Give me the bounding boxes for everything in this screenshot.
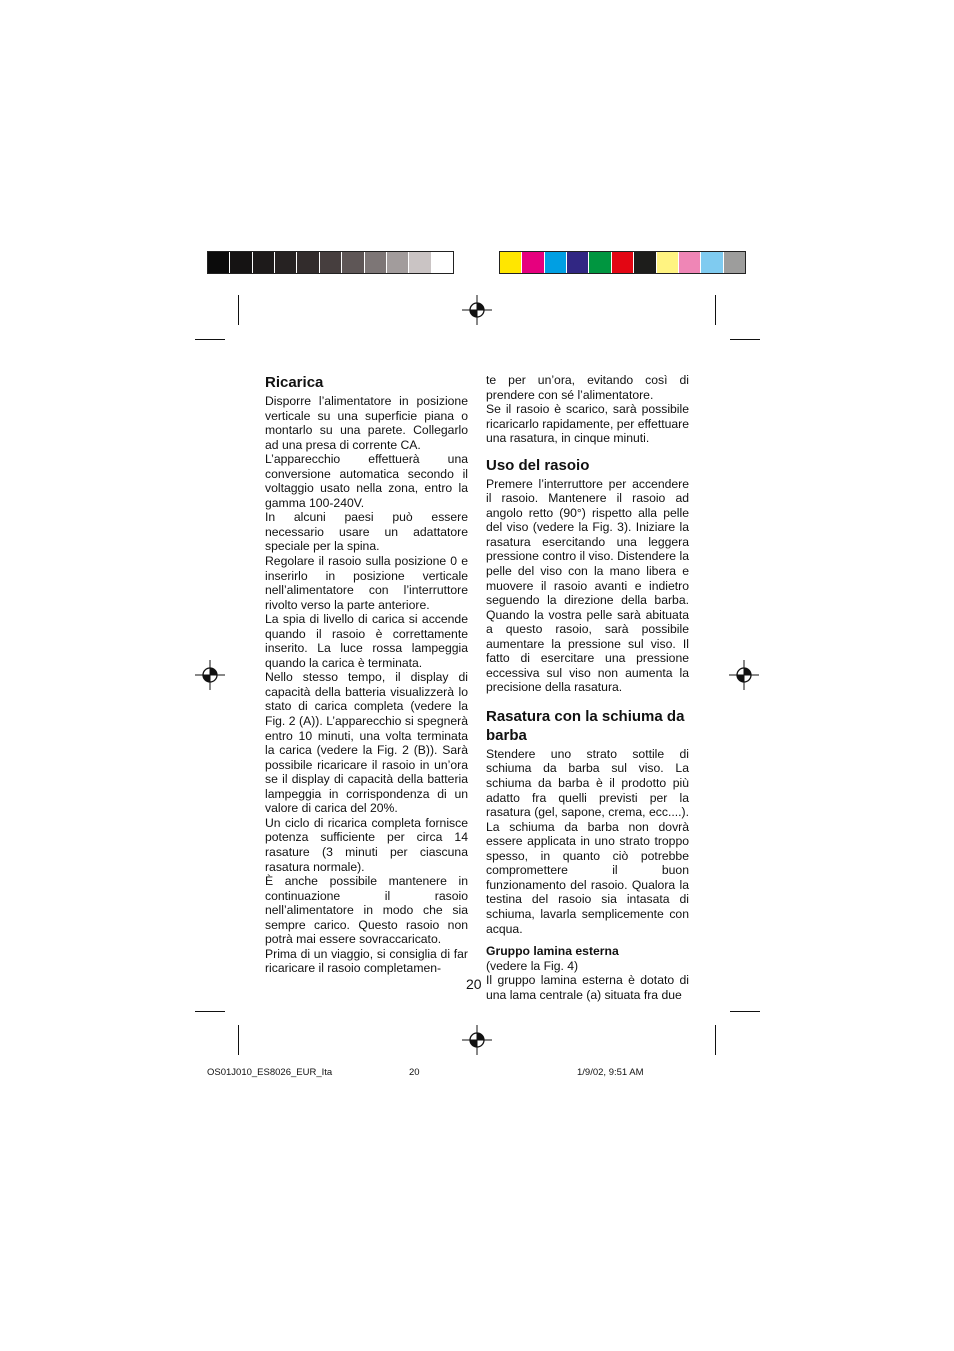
color-swatch — [589, 252, 611, 273]
paragraph: È anche possibile mantenere in continuazione il rasoio nell’alimentatore in modo che sia sempre carico. Questo rasoio non potrà mai essere sovraccaricato. — [265, 874, 468, 947]
paragraph: te per un’ora, evitando così di prendere con sé l’alimentatore. — [486, 373, 689, 402]
subsection-heading-gruppo-lamina: Gruppo lamina esterna — [486, 944, 619, 959]
paragraph: Un ciclo di ricarica completa fornisce potenza sufficiente per circa 14 rasature (3 minuti per ciascuna rasatura normale). — [265, 815, 468, 874]
crop-mark — [715, 295, 716, 325]
paragraph: Nello stesso tempo, il display di capacità della batteria visualizzerà lo stato di carica completa (vedere la Fig. 2 (A)). L’apparecchio si spegnerà entro 10 minuti, una volta terminata la carica (vedere la Fig. 2 (B)). Sarà possibile ricaricare il rasoio in un’ora se il display di capacità della batteria lampeggia in corrispondenza di un valore di carica del 20%. — [265, 670, 468, 816]
color-swatch — [253, 252, 275, 273]
slug-filename: OS01J010_ES8026_EUR_Ita — [207, 1067, 333, 1078]
section-heading-uso-del-rasoio: Uso del rasoio — [486, 456, 590, 474]
paragraph: Il gruppo lamina esterna è dotato di una lama centrale (a) situata fra due — [486, 973, 689, 1002]
color-swatch — [297, 252, 319, 273]
crop-mark — [238, 1025, 239, 1055]
registration-target-icon — [462, 1025, 492, 1055]
paragraph: Stendere uno strato sottile di schiuma da barba sul viso. La schiuma da barba è il prodotto più adatto fra quelli previsti per la rasatura (gel, sapone, crema, ecc....). La schiuma da barba non dovrà essere applicata in uno strato troppo spesso, in quanto ciò potrebbe compromettere il buon funzionamento del rasoio. Qualora la testina del rasoio sia intasata di schiuma, lavarla semplicemente con acqua. — [486, 746, 689, 936]
crop-mark — [195, 1011, 225, 1012]
paragraph: L’apparecchio effettuerà una conversione automatica secondo il voltaggio usato nella zona, entro la gamma 100-240V. — [265, 452, 468, 510]
paragraph: Regolare il rasoio sulla posizione 0 e inserirlo in posizione verticale nell’alimentatore con l’interruttore rivolto verso la parte anteriore. — [265, 554, 468, 612]
color-swatch — [657, 252, 679, 273]
color-calibration-bar — [499, 251, 746, 274]
paragraph: Se il rasoio è scarico, sarà possibile ricaricarlo rapidamente, per effettuare una rasatura, in cinque minuti. — [486, 402, 690, 446]
color-swatch — [230, 252, 252, 273]
color-swatch — [409, 252, 431, 273]
registration-target-icon — [195, 660, 225, 690]
color-swatch — [208, 252, 230, 273]
color-swatch — [320, 252, 342, 273]
right-column — [486, 373, 689, 1002]
paragraph: La spia di livello di carica si accende quando il rasoio è correttamente inserito. La luce rossa lampeggia quando la carica è terminata. — [265, 612, 468, 670]
paragraph: Disporre l’alimentatore in posizione verticale su una superficie piana o montarlo su una parete. Collegarlo ad una presa di corrente CA. — [265, 394, 468, 452]
color-swatch — [567, 252, 589, 273]
crop-mark — [715, 1025, 716, 1055]
paragraph: In alcuni paesi può essere necessario usare un adattatore speciale per la spina. — [265, 510, 468, 554]
page-number: 20 — [466, 976, 482, 992]
color-swatch — [522, 252, 544, 273]
crop-mark — [730, 1011, 760, 1012]
section-heading-ricarica: Ricarica — [265, 374, 324, 391]
color-swatch — [679, 252, 701, 273]
figure-reference: (vedere la Fig. 4) — [486, 958, 579, 973]
color-swatch — [387, 252, 409, 273]
color-swatch — [500, 252, 522, 273]
left-column — [265, 373, 468, 976]
color-swatch — [365, 252, 387, 273]
slug-page: 20 — [409, 1067, 420, 1078]
gray-calibration-bar — [207, 251, 454, 274]
crop-mark — [238, 295, 239, 325]
color-swatch — [342, 252, 364, 273]
color-swatch — [432, 252, 453, 273]
color-swatch — [545, 252, 567, 273]
paragraph: Premere l’interruttore per accendere il rasoio. Mantenere il rasoio ad angolo retto (90°) rispetto alla pelle del viso (vedere la Fig. 3). Iniziare la rasatura esercitando una leggera pressione contro il viso. Distendere la pelle del viso con la mano libera e muovere il rasoio avanti e indietro seguendo la direzione della barba. Quando la vostra pelle sarà abituata a questo rasoio, sarà possibile aumentare la pressione sul viso. Il fatto di esercitare una pressione eccessiva sul viso non aumenta la precisione della rasatura. — [486, 476, 689, 695]
crop-mark — [730, 339, 760, 340]
section-heading-rasatura-schiuma: Rasatura con la schiuma da barba — [486, 707, 685, 744]
paragraph: Prima di un viaggio, si consiglia di far ricaricare il rasoio completamen- — [265, 946, 468, 976]
color-swatch — [701, 252, 723, 273]
slug-datetime: 1/9/02, 9:51 AM — [577, 1067, 644, 1078]
registration-target-icon — [462, 295, 492, 325]
color-swatch — [724, 252, 745, 273]
crop-mark — [195, 339, 225, 340]
color-swatch — [612, 252, 634, 273]
color-swatch — [275, 252, 297, 273]
registration-target-icon — [729, 660, 759, 690]
color-swatch — [634, 252, 656, 273]
